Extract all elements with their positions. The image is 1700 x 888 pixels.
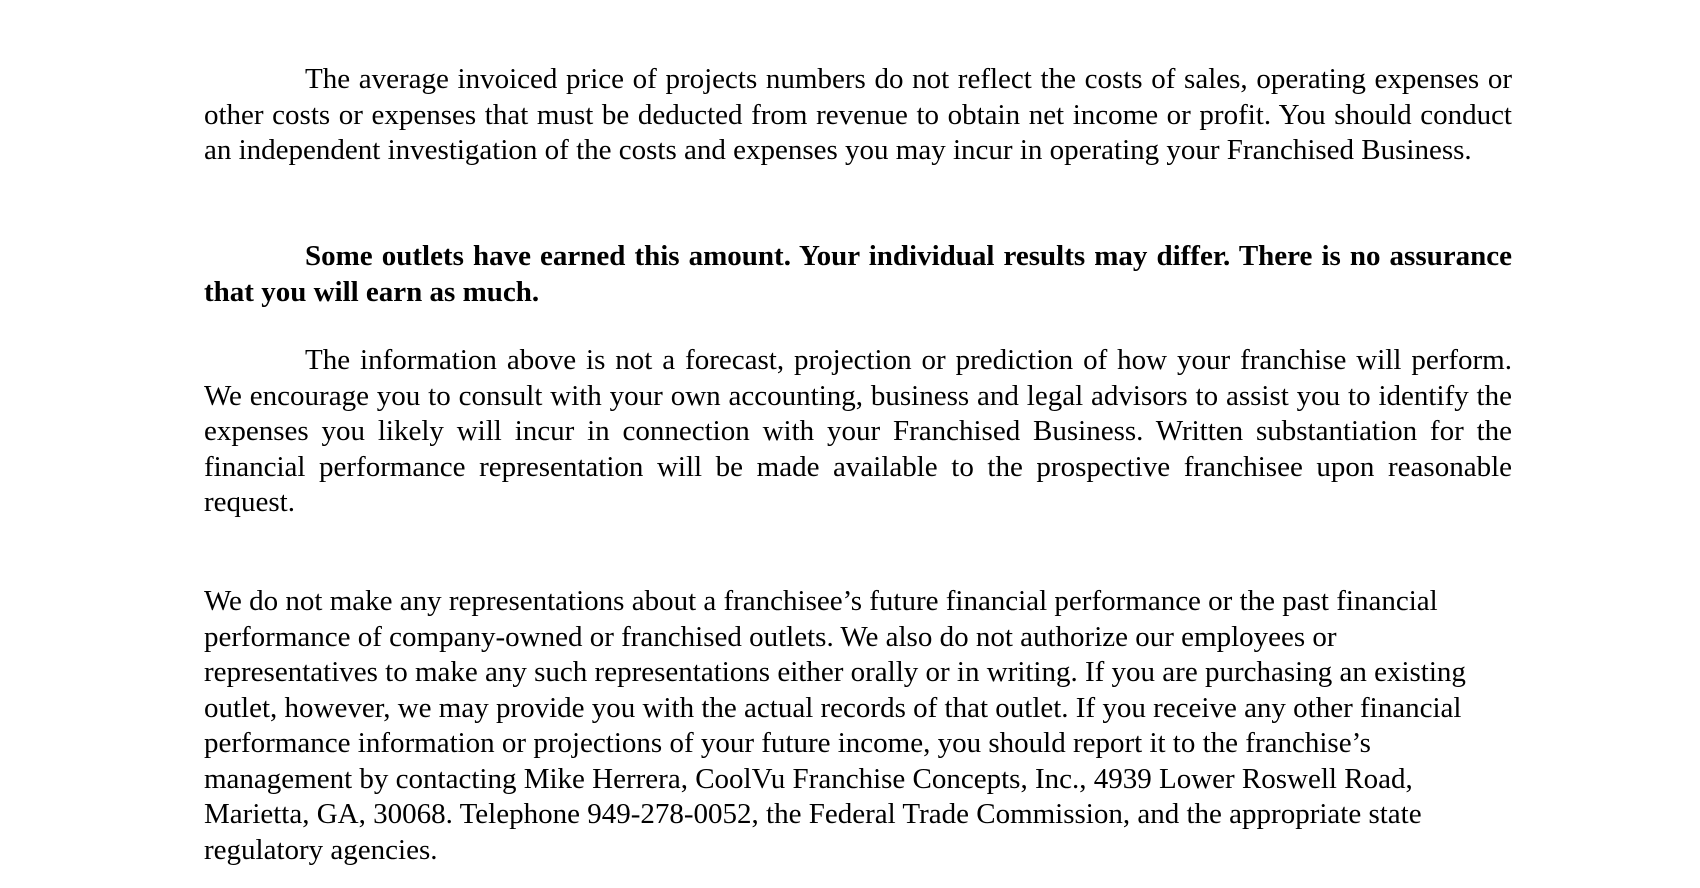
paragraph-earnings-warning: Some outlets have earned this amount. Your individual results may differ. There is no assurance that you will earn as much. <box>204 240 1512 308</box>
paragraph-forecast-disclaimer: The information above is not a forecast, projection or prediction of how your franchise will perform. We encourage you to consult with your own accounting, business and legal advisors to assist you to identify the expenses you likely will incur in connection with your Franchised Business. Written substantiation for the financial performance representation will be made available to the prospective franchisee upon reasonable request. <box>204 344 1512 518</box>
paragraph-representations-statement: We do not make any representations about a franchisee’s future financial performance or the past financial performance of company-owned or franchised outlets. We also do not authorize our employees or representatives to make any such representations either orally or in writing. If you are purchasing an existing outlet, however, we may provide you with the actual records of that outlet. If you receive any other financial performance information or projections of your future income, you should report it to the franchise’s management by contacting Mike Herrera, CoolVu Franchise Concepts, Inc., 4939 Lower Roswell Road, Marietta, GA, 30068. Telephone 949-278-0052, the Federal Trade Commission, and the appropriate state regulatory agencies. <box>204 585 1466 866</box>
paragraph-cost-disclaimer: The average invoiced price of projects numbers do not reflect the costs of sales, operating expenses or other costs or expenses that must be deducted from revenue to obtain net income or profit. You should conduct an independent investigation of the costs and expenses you may incur in operating your Franchised Business. <box>204 63 1512 166</box>
